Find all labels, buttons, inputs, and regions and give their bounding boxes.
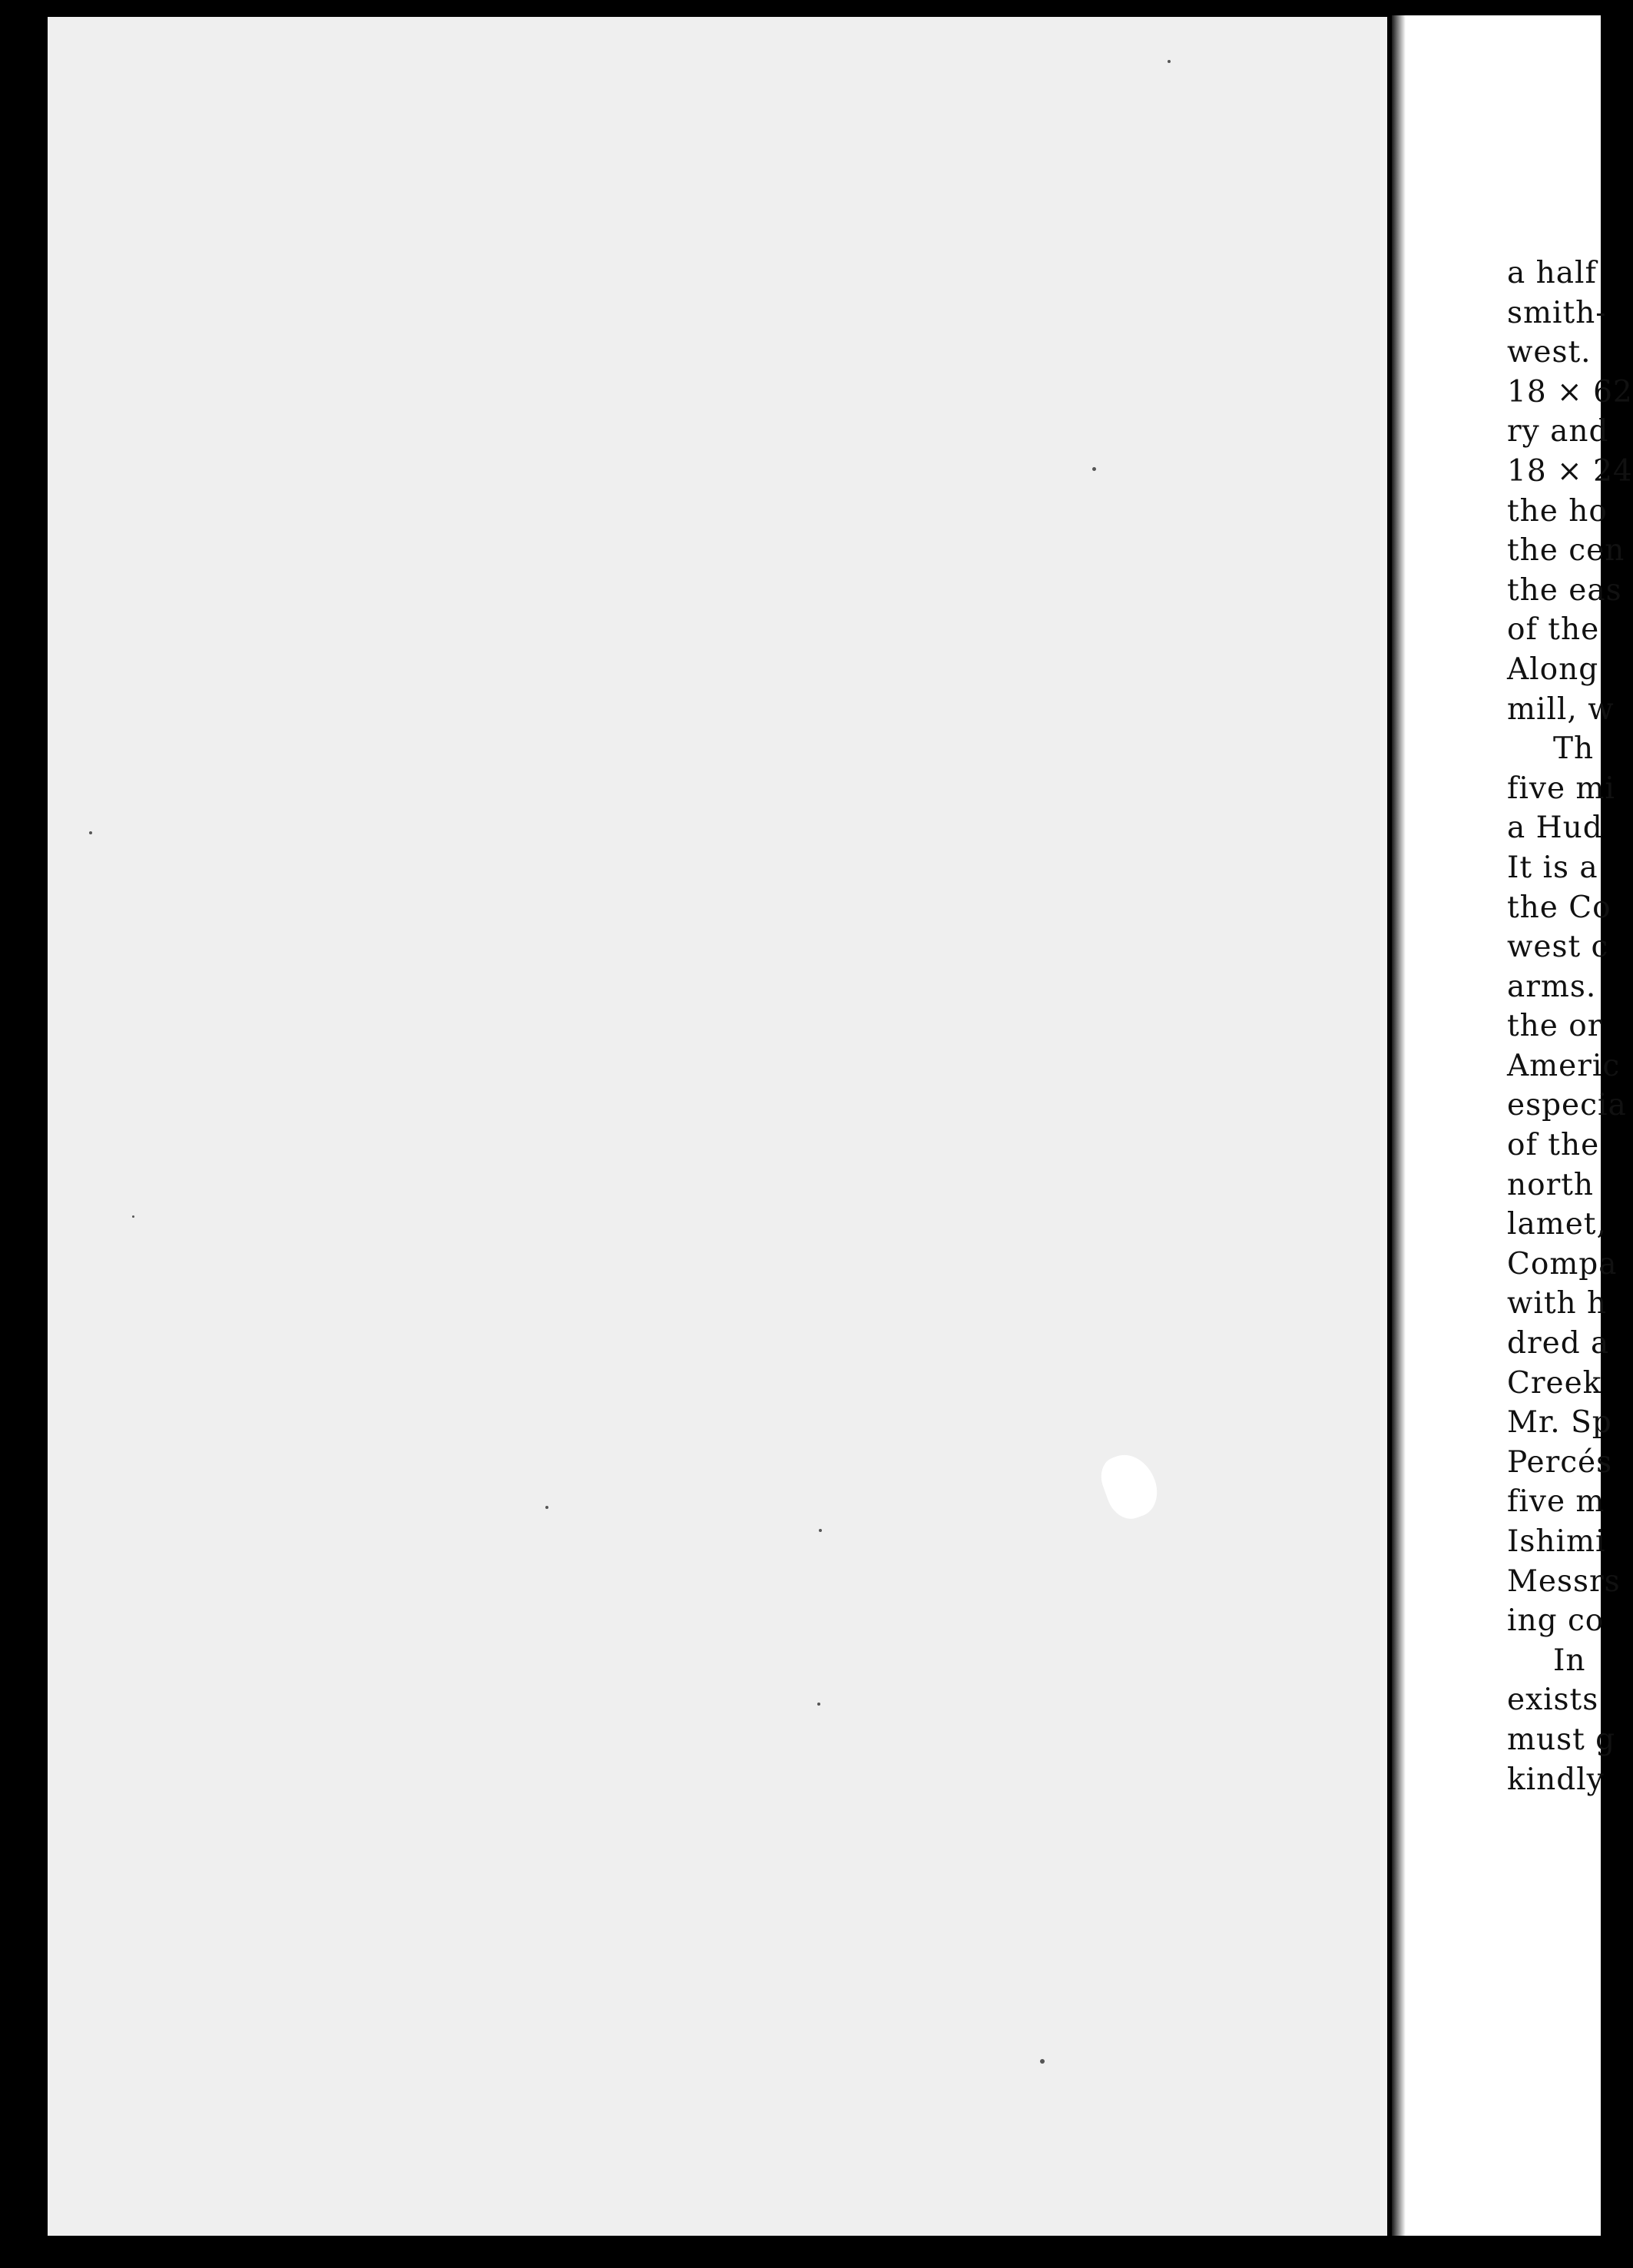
- text-line: Th: [1553, 731, 1595, 767]
- paper-speck: [1168, 60, 1171, 63]
- text-line: with h: [1507, 1286, 1608, 1321]
- paper-speck: [1040, 2059, 1045, 2064]
- blank-left-page: [48, 17, 1387, 2236]
- text-line: Percés: [1507, 1444, 1613, 1480]
- text-line: Creek: [1507, 1365, 1602, 1401]
- right-page-text: [1507, 254, 1633, 1799]
- text-line: ing co: [1507, 1603, 1605, 1639]
- text-line: Ishimi: [1507, 1524, 1606, 1559]
- paper-speck: [817, 1703, 820, 1706]
- text-line: the Co: [1507, 890, 1611, 925]
- text-line: north: [1507, 1167, 1595, 1202]
- text-line: Mr. Sp: [1507, 1405, 1612, 1441]
- page-gutter-shadow: [1392, 15, 1406, 2236]
- text-line: exists: [1507, 1683, 1599, 1718]
- text-line: west c: [1507, 930, 1609, 965]
- text-line: the ho: [1507, 493, 1608, 529]
- text-line: dred a: [1507, 1326, 1610, 1361]
- paper-speck: [1092, 467, 1096, 471]
- text-line: especia: [1507, 1088, 1627, 1123]
- text-line: five mi: [1507, 771, 1615, 806]
- text-line: ry and: [1507, 414, 1609, 449]
- text-line: of the: [1507, 612, 1600, 648]
- paper-speck: [545, 1506, 548, 1509]
- text-line: of the: [1507, 1128, 1600, 1163]
- text-line: It is a: [1507, 850, 1598, 885]
- text-line: Messrs: [1507, 1563, 1621, 1599]
- text-line: arms.: [1507, 969, 1597, 1004]
- text-line: In: [1553, 1643, 1586, 1678]
- text-line: the or: [1507, 1009, 1603, 1044]
- text-line: five m: [1507, 1484, 1605, 1520]
- text-line: kindly: [1507, 1762, 1605, 1797]
- text-line: smith-: [1507, 295, 1607, 330]
- text-line: the eas: [1507, 572, 1622, 608]
- text-line: west.: [1507, 335, 1592, 370]
- paper-speck: [89, 831, 92, 834]
- text-line: Americ: [1507, 1048, 1621, 1083]
- text-line: must g: [1507, 1722, 1616, 1757]
- text-line: Along: [1507, 652, 1599, 687]
- paper-speck: [132, 1215, 134, 1218]
- text-line: the cen: [1507, 533, 1625, 569]
- text-line: lamet,: [1507, 1207, 1607, 1242]
- text-line: 18 × 24: [1507, 453, 1633, 489]
- text-line: a Hud: [1507, 811, 1603, 846]
- paper-speck: [819, 1529, 822, 1532]
- text-line: Compa: [1507, 1246, 1618, 1282]
- text-line: mill, w: [1507, 691, 1615, 727]
- paper-smudge: [1095, 1447, 1165, 1525]
- text-line: 18 × 62: [1507, 374, 1633, 410]
- text-line: a half: [1507, 256, 1597, 290]
